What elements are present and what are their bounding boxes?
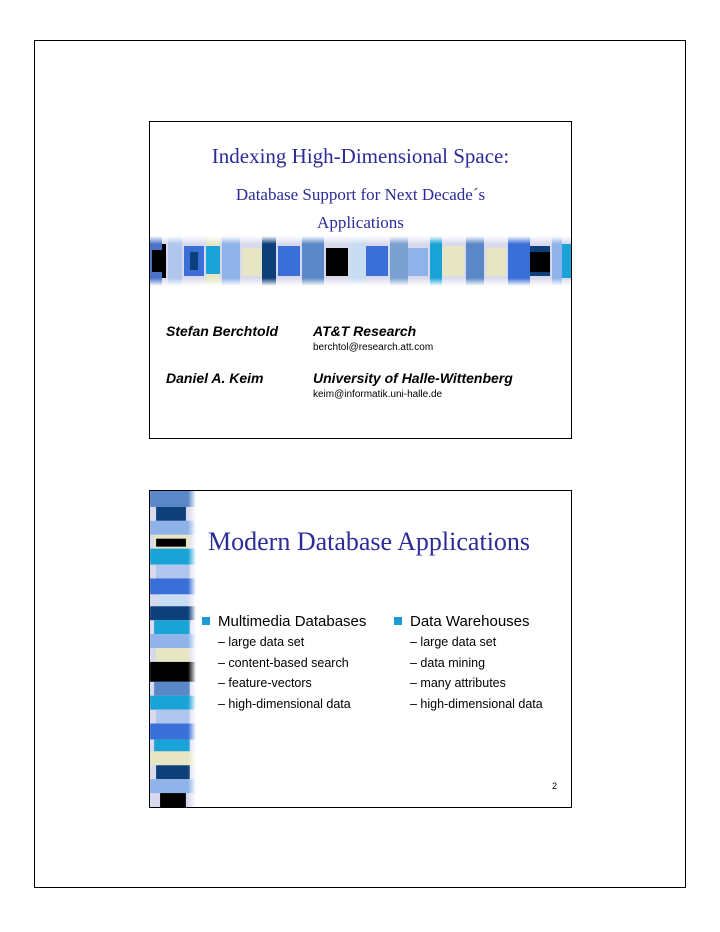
slide-1-subtitle-line-1: Database Support for Next Decade´s bbox=[235, 185, 486, 204]
slide-2-content bbox=[149, 490, 572, 808]
square-bullet-icon bbox=[202, 617, 210, 625]
sub-item: – high-dimensional data bbox=[410, 696, 543, 711]
author-affiliation-1: AT&T Research bbox=[313, 323, 417, 339]
bullet-heading bbox=[392, 610, 543, 632]
bullet-heading bbox=[200, 610, 366, 632]
sub-item: – high-dimensional data bbox=[218, 696, 351, 711]
slide-1-title-text: Indexing High-Dimensional Space: bbox=[211, 144, 510, 168]
sub-item: – large data set bbox=[218, 635, 305, 649]
band-fade-top bbox=[150, 236, 571, 244]
band-fade-bottom bbox=[150, 278, 571, 286]
slide-2-title: Modern Database Applications bbox=[208, 527, 531, 556]
author-email-2: keim@informatik.uni-halle.de bbox=[313, 389, 443, 400]
slide-1-title bbox=[149, 121, 572, 439]
author-email-1: berchtol@research.att.com bbox=[313, 342, 434, 353]
author-name-1: Stefan Berchtold bbox=[166, 323, 279, 339]
column-warehouses bbox=[392, 610, 543, 714]
column-multimedia bbox=[200, 610, 366, 714]
sub-item: – data mining bbox=[410, 655, 486, 670]
sub-item: – many attributes bbox=[410, 676, 506, 690]
author-affiliation-2: University of Halle-Wittenberg bbox=[313, 370, 513, 386]
square-bullet-icon bbox=[394, 617, 402, 625]
sub-item: – large data set bbox=[410, 635, 497, 649]
page-number: 2 bbox=[551, 781, 557, 791]
slide-1-subtitle-line-2: Applications bbox=[317, 213, 404, 232]
vband-fade bbox=[188, 491, 196, 807]
author-name-2: Daniel A. Keim bbox=[166, 370, 264, 386]
sub-item: – content-based search bbox=[218, 655, 349, 670]
column-heading: Data Warehouses bbox=[410, 612, 530, 630]
column-heading: Multimedia Databases bbox=[218, 612, 367, 630]
sub-item: – feature-vectors bbox=[218, 676, 312, 690]
